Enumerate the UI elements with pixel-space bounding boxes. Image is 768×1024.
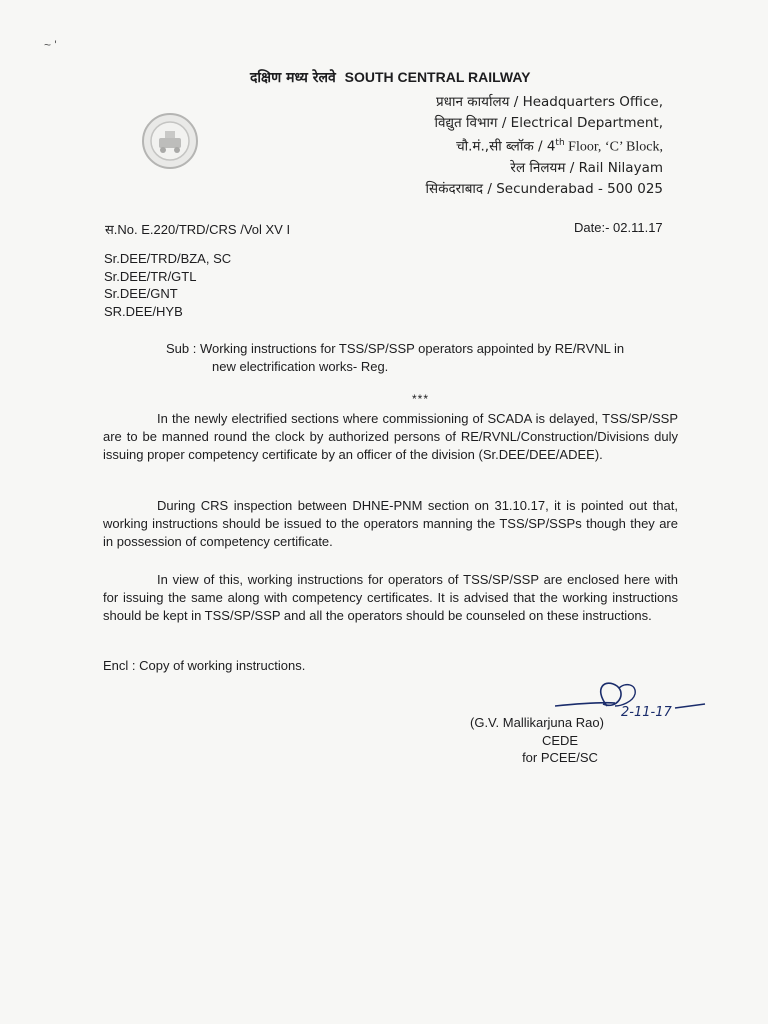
letterhead-title-hindi: दक्षिण मध्य रेलवे xyxy=(250,70,336,86)
address-line: विद्युत विभाग / Electrical Department, xyxy=(434,114,663,131)
signature-date: 2-11-17 xyxy=(621,705,672,720)
body-paragraph xyxy=(103,497,678,551)
address-line3-sup: th xyxy=(555,138,565,148)
reference-number: स.No. E.220/TRD/CRS /Vol XV I xyxy=(105,222,291,237)
letter-date: Date:- 02.11.17 xyxy=(574,220,663,235)
scan-mark: ~ ' xyxy=(44,38,57,52)
address-line3-hindi: चौ.मं.,सी ब्लॉक / 4 xyxy=(456,138,556,155)
addressee: SR.DEE/HYB xyxy=(104,303,183,319)
addressee-list xyxy=(104,250,231,320)
enclosure-note: Encl : Copy of working instructions. xyxy=(103,658,306,673)
address-line3-english: Floor, ‘C’ Block, xyxy=(564,139,663,155)
signatory-for: for PCEE/SC xyxy=(522,750,598,765)
address-line: सिकंदराबाद / Secunderabad - 500 025 xyxy=(425,180,663,197)
subject-line xyxy=(166,340,666,375)
letterhead-title-english: SOUTH CENTRAL RAILWAY xyxy=(344,69,531,85)
separator: *** xyxy=(412,392,430,406)
signatory-name: (G.V. Mallikarjuna Rao) xyxy=(470,715,604,730)
letterhead-title xyxy=(250,68,531,87)
subject-line2: new electrification works- Reg. xyxy=(212,358,389,374)
paragraph-text: In the newly electrified sections where commissioning of SCADA is delayed, TSS/SP/SSP are to be manned round the clock by authorized persons of RE/RVNL/Construction/Divisions duly issuing proper competency certificate by an officer of the division (Sr.DEE/DEE/ADEE). xyxy=(103,411,678,462)
indian-railways-emblem-icon xyxy=(141,112,199,170)
signatory-designation: CEDE xyxy=(541,732,579,748)
signature-block xyxy=(470,714,650,767)
paragraph-text: In view of this, working instructions for operators of TSS/SP/SSP are enclosed here with for issuing the same along with competency certificates. It is advised that the working instructions should be kept in TSS/SP/SSP and all the operators should be counseled on these instructions. xyxy=(103,572,678,623)
address-line: रेल निलयम / Rail Nilayam xyxy=(510,160,663,176)
body-paragraph xyxy=(103,410,678,464)
office-address xyxy=(426,92,663,199)
body-paragraph xyxy=(103,571,678,625)
address-line: प्रधान कार्यालय / Headquarters Office, xyxy=(436,94,663,110)
address-line xyxy=(426,133,663,158)
addressee: Sr.DEE/TR/GTL xyxy=(104,268,197,284)
addressee: Sr.DEE/GNT xyxy=(104,286,178,301)
subject-line1: Sub : Working instructions for TSS/SP/SSP operators appointed by RE/RVNL in xyxy=(166,341,625,356)
paragraph-text: During CRS inspection between DHNE-PNM section on 31.10.17, it is pointed out that, working instructions should be issued to the operators manning the TSS/SP/SSPs though they are in possession of competency certificate. xyxy=(103,498,678,549)
addressee: Sr.DEE/TRD/BZA, SC xyxy=(104,251,232,266)
